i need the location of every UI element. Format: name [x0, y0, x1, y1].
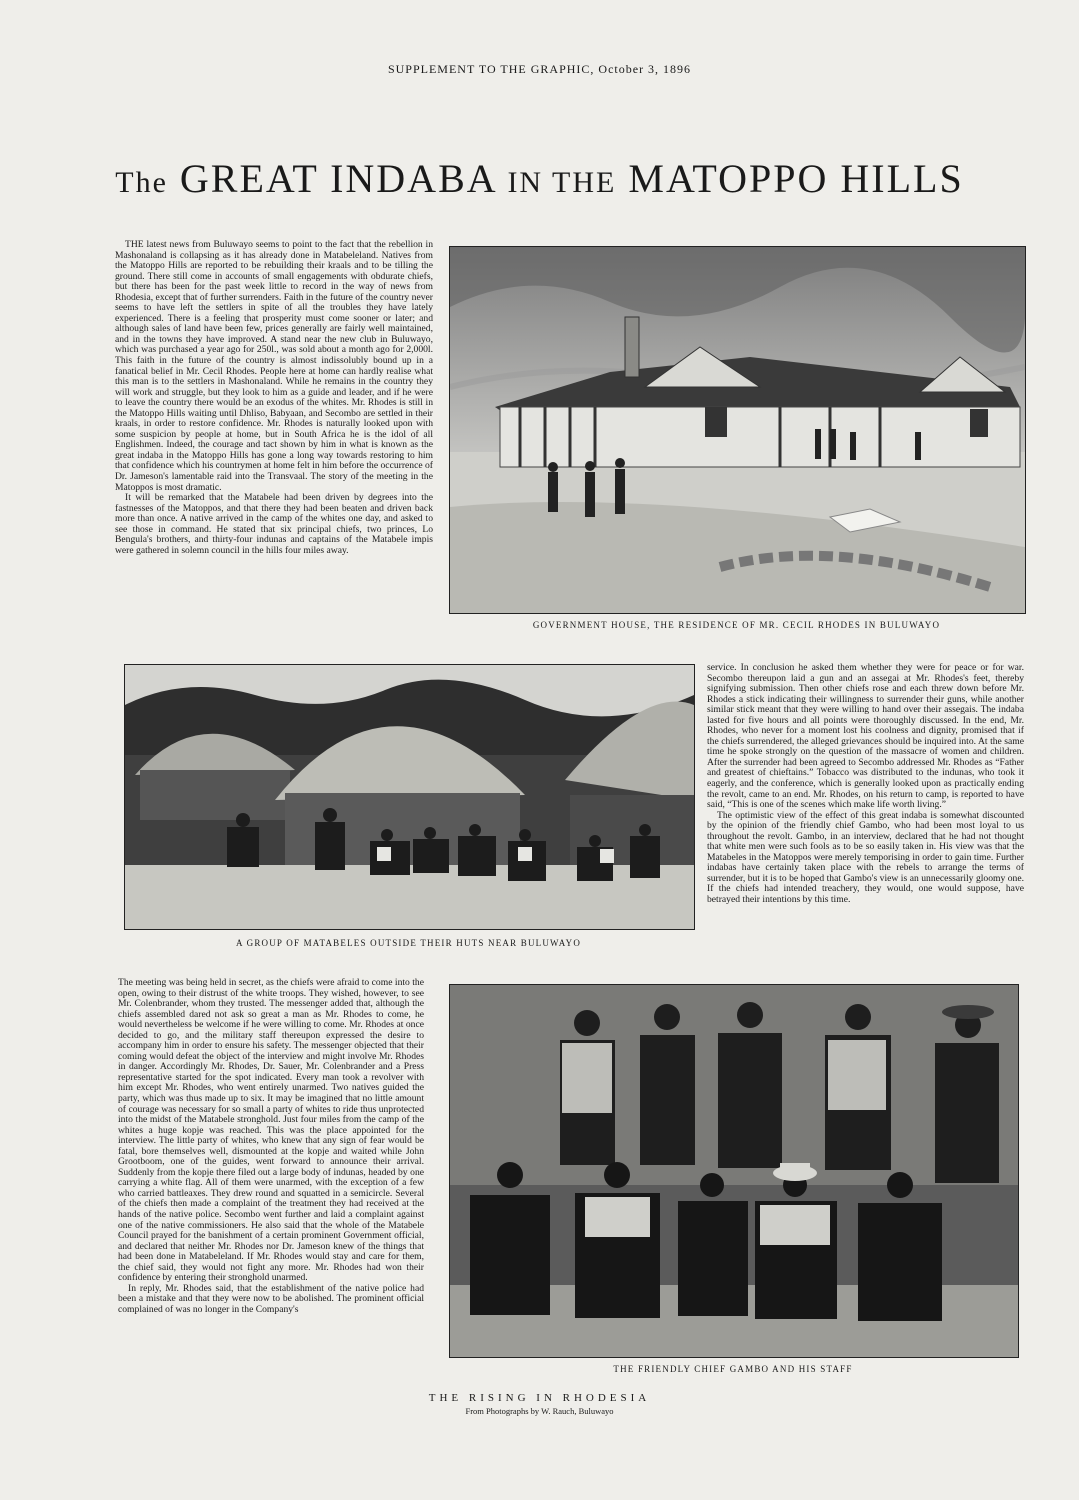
matabele-huts-caption: A GROUP OF MATABELES OUTSIDE THEIR HUTS NEAR BULUWAYO	[235, 938, 582, 948]
title-in-the: IN THE	[507, 166, 617, 199]
text-column-left-bottom	[118, 978, 424, 1366]
paragraph: The optimistic view of the effect of this great indaba is somewhat discounted by the opinion of the friendly chief Gambo, who had been most loyal to us throughout the revolt. Gambo, in an interview, declared that he had not thought that white men were such fools as to be so easily taken in. His view was that the Matabeles in the Matoppos were merely temporising in order to gain time. Further indabas have certainly taken place with the rebels to arrange the terms of surrender, but it is to be hoped that Gambo's view is an unnecessarily gloomy one. If the chiefs had intended treachery, they would, one would suppose, have betrayed their intentions by this time.	[707, 809, 1024, 906]
chief-gambo-image	[450, 985, 1018, 1357]
text-column-right-middle	[707, 663, 1024, 959]
paragraph: It will be remarked that the Matabele had been driven by degrees into the fastnesses of the Matoppos, and that there they had been beaten and driven back more than once. A native arrived in the camp of the whites one day, and asked to see those in command. He stated that six principal chiefs, two princes, Lo Bengula's brothers, and thirty-four indunas and captains of the Matabele impis were gathered in solemn council in the hills four miles away.	[115, 492, 433, 556]
government-house-illustration	[449, 246, 1026, 614]
paragraph: The meeting was being held in secret, as the chiefs were afraid to come into the open, owing to their distrust of the white troops. They wished, however, to see Mr. Colenbrander, whom they trusted. The messenger added that, although the chiefs assembled dared not ask so great a man as Mr. Rhodes to come, he would nevertheless be welcome if he were willing to come. Mr. Rhodes at once decided to go, and the military staff thereupon expressed the desire to accompany him in order to ensure his safety. The messenger objected that their coming would defeat the object of the interview and might involve Mr. Rhodes in danger. Accordingly Mr. Rhodes, Dr. Sauer, Mr. Colenbrander and a Press representative started for the spot indicated. Every man took a revolver with him except Mr. Rhodes, who went entirely unarmed. Two natives guided the party, which was thus made up to six. It may be imagined that no little amount of courage was necessary for so small a party of whites to ride thus unprotected into the midst of the Matabele stronghold. Just four miles from the camp of the whites a huge kopje was reached. This was the place appointed for the interview. The little party of whites, who knew that any sign of fear would be fatal, bore themselves well, dismounted at the kopje and waited while John Grootboom, one of the guides, went forward to announce their arrival. Suddenly from the kopje there filed out a large body of indunas, headed by one carrying a white flag. All of them were unarmed, with the exception of a few who carried battleaxes. They drew round and squatted in a semicircle. Several of the chiefs then made a complaint of the treatment they had received at the hands of the native police. Secombo went further and laid a complaint against one of the native commissioners. He also said that the whole of the Matabele Council prayed for the banishment of a certain prominent Government official, and declared that neither Mr. Rhodes nor Dr. Jameson knew of the things that had been done in Matabeleland. If Mr. Rhodes would stay and care for them, the chief said, they would not fight any more. Mr. Rhodes had won their confidence by entering their stronghold unarmed.	[118, 977, 424, 1284]
matabele-huts-image	[125, 665, 694, 929]
chief-gambo-caption: THE FRIENDLY CHIEF GAMBO AND HIS STAFF	[613, 1364, 853, 1374]
running-head: SUPPLEMENT TO THE GRAPHIC, October 3, 1896	[387, 62, 692, 76]
text-column-left-top	[115, 240, 433, 652]
paragraph: In reply, Mr. Rhodes said, that the establishment of the native police had been a mistake and that they were now to be abolished. The prominent official complained of was no longer in the Company's	[118, 1282, 424, 1315]
government-house-image	[450, 247, 1025, 613]
paragraph: service. In conclusion he asked them whether they were for peace or for war. Secombo thereupon laid a gun and an assegai at Mr. Rhodes's feet, thereby signifying submission. Then other chiefs rose and each threw down before Mr. Rhodes a stick indicating their willingness to surrender their guns, while another similar stick meant that they were willing to hand over their assegais. The indaba lasted for five hours and all points were thoroughly discussed. In the end, Mr. Rhodes, who never for a moment lost his coolness and dignity, promised that if the chiefs surrendered, the alleged grievances should be inquired into. At the same time he spoke strongly on the question of the massacre of women and children. After the surrender had been agreed to Secombo addressed Mr. Rhodes as “Father and greatest of chieftains.” Tobacco was distributed to the indunas, who took it eagerly, and the conference, which is generally looked upon as practically ending the revolt, came to an end. Mr. Rhodes, on his return to camp, is reported to have said, “This is one of the scenes which make life worth living.”	[707, 662, 1024, 811]
title-matoppo-hills: MATOPPO HILLS	[628, 156, 964, 201]
photo-credit: From Photographs by W. Rauch, Buluwayo	[465, 1406, 614, 1416]
government-house-caption: GOVERNMENT HOUSE, THE RESIDENCE OF MR. CECIL RHODES IN BULUWAYO	[532, 620, 941, 630]
paragraph: THE latest news from Buluwayo seems to point to the fact that the rebellion in Mashonaland is collapsing as it has already done in Matabeleland. Natives from the Matoppo Hills are reported to be rebuilding their kraals and to be tilling the ground. There still come in accounts of small engagements with obdurate chiefs, but there has been for the past week little to record in the way of news from Rhodesia, except that of further surrenders. Faith in the future of the country never seems to have left the settlers in spite of all the troubles they have lately experienced. There is a feeling that prosperity must come sooner or later; and although sales of land have been few, prices generally are fairly well maintained, and in the towns they have improved. A stand near the new club in Buluwayo, which was purchased a year ago for 250l., was sold about a month ago for 2,000l. This faith in the future of the country is almost indissolubly bound up in a fanatical belief in Mr. Cecil Rhodes. People here at home can hardly realise what this man is to the settlers in Mashonaland. While he remains in the country they will work and struggle, but they look to him as a guide and leader, and if he were to leave the country there would be an exodus of the whites. Mr. Rhodes is still in the Matoppo Hills waiting until Dhliso, Babyaan, and Secombo are settled in their kraals, in order to restore confidence. Mr. Rhodes is naturally looked upon with some suspicion by people at home, but in South Africa he is the idol of all Englishmen. Indeed, the courage and tact shown by him in what is known as the great indaba in the Matoppo Hills has gone a long way towards restoring to him that confidence which his countrymen at home felt in him before the occurrence of Dr. Jameson's lamentable raid into the Transvaal. The story of the meeting in the Matoppos is most dramatic.	[115, 239, 433, 493]
title-great-indaba: GREAT INDABA	[179, 156, 496, 201]
article-title	[0, 155, 1079, 202]
title-word-the: The	[115, 166, 168, 199]
chief-gambo-photograph	[449, 984, 1019, 1358]
matabele-huts-photograph	[124, 664, 695, 930]
series-title: THE RISING IN RHODESIA	[428, 1392, 651, 1404]
